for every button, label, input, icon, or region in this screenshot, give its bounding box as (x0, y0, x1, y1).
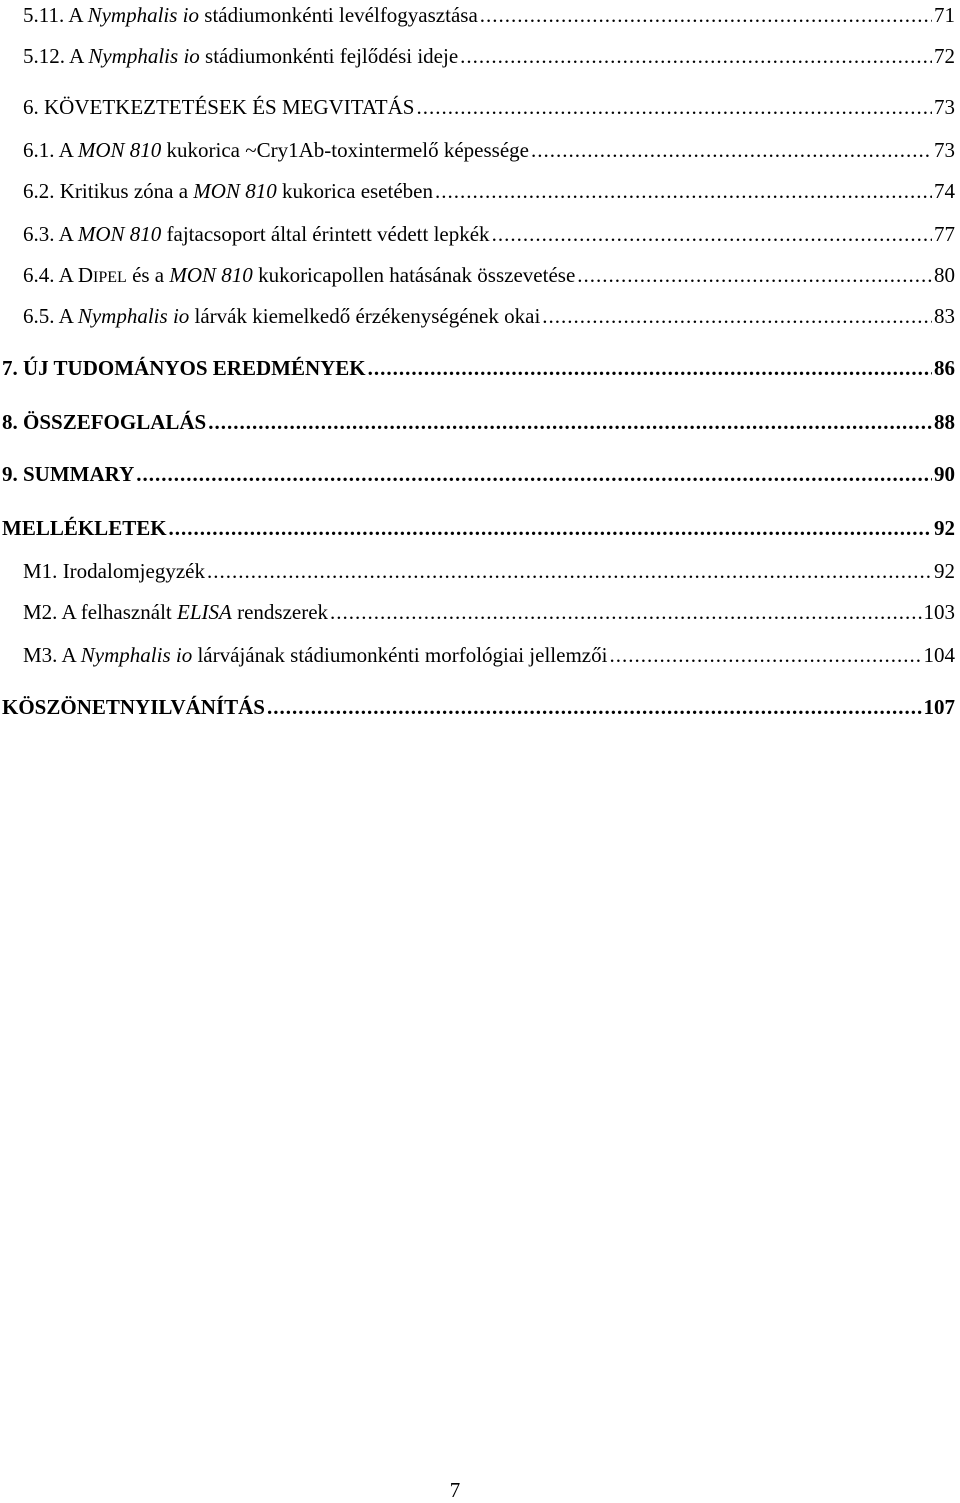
toc-entry-6-4[interactable] (23, 262, 955, 291)
toc-leader-dots (208, 409, 932, 435)
toc-page-number: 73 (934, 95, 955, 119)
toc-entry-title: 6. KÖVETKEZTETÉSEK ÉS MEGVITATÁS (23, 95, 415, 119)
toc-leader-dots (531, 137, 932, 163)
toc-page-number: 77 (934, 222, 955, 246)
toc-page-number: 103 (923, 600, 955, 624)
toc-entry-7[interactable] (2, 355, 955, 381)
toc-entry-title: 6.1. A MON 810 kukorica ~Cry1Ab-toxintermelő képessége (23, 138, 529, 162)
toc-page-number: 92 (934, 516, 955, 540)
toc-leader-dots (368, 355, 932, 381)
toc-leader-dots (542, 303, 932, 329)
toc-page-number: 71 (934, 3, 955, 27)
toc-entry-6-2[interactable] (23, 178, 955, 204)
toc-page-number: 83 (934, 304, 955, 328)
toc-leader-dots (136, 461, 932, 487)
toc-entry-6-3[interactable] (23, 221, 955, 247)
toc-entry-6[interactable] (23, 94, 955, 120)
toc-entry-mellekletek[interactable] (2, 515, 955, 541)
toc-page-number: 88 (934, 410, 955, 434)
toc-entry-title: MELLÉKLETEK (2, 516, 167, 540)
toc-leader-dots (480, 2, 932, 28)
toc-entry-title: M2. A felhasznált ELISA rendszerek (23, 600, 329, 624)
toc-entry-9[interactable] (2, 461, 955, 487)
toc-leader-dots (577, 262, 932, 288)
toc-entry-6-5[interactable] (23, 303, 955, 329)
toc-entry-title: 6.2. Kritikus zóna a MON 810 kukorica esetében (23, 179, 433, 203)
toc-leader-dots (330, 599, 921, 625)
toc-entry-title: 8. ÖSSZEFOGLALÁS (2, 410, 207, 434)
toc-leader-dots (207, 558, 932, 584)
toc-entry-title: 6.3. A MON 810 fajtacsoport által érintett védett lepkék (23, 222, 490, 246)
toc-leader-dots (169, 515, 932, 541)
toc-entry-title: M3. A Nymphalis io lárvájának stádiumonkénti morfológiai jellemzői (23, 643, 608, 667)
toc-leader-dots (460, 43, 932, 69)
toc-entry-5-11[interactable] (23, 2, 955, 28)
toc-entry-5-12[interactable] (23, 43, 955, 69)
toc-entry-m1[interactable] (23, 558, 955, 584)
toc-page-number: 74 (934, 179, 955, 203)
toc-entry-title: KÖSZÖNETNYILVÁNÍTÁS (2, 695, 265, 719)
toc-page-number: 107 (923, 695, 955, 719)
toc-page-number: 80 (934, 263, 955, 287)
toc-page-number: 90 (934, 462, 955, 486)
toc-entry-title: 5.11. A Nymphalis io stádiumonkénti levélfogyasztása (23, 3, 478, 27)
toc-entry-title: M1. Irodalomjegyzék (23, 559, 205, 583)
toc-entry-title: 6.5. A Nymphalis io lárvák kiemelkedő érzékenységének okai (23, 304, 541, 328)
toc-leader-dots (267, 694, 922, 720)
toc-leader-dots (609, 642, 921, 668)
toc-leader-dots (435, 178, 932, 204)
toc-entry-title: 6.4. A DIPEL és a MON 810 kukoricapollen hatásának összevetése (23, 263, 576, 287)
toc-leader-dots (416, 94, 932, 120)
toc-entry-6-1[interactable] (23, 137, 955, 163)
toc-entry-m2[interactable] (23, 599, 955, 625)
toc-entry-8[interactable] (2, 409, 955, 435)
toc-leader-dots (492, 221, 932, 247)
toc-entry-title: 9. SUMMARY (2, 462, 135, 486)
page-footer-number: 7 (449, 1478, 461, 1502)
toc-entry-koszonetnyilvanitas[interactable] (2, 694, 955, 720)
toc-page-number: 104 (923, 643, 955, 667)
toc-entry-title: 7. ÚJ TUDOMÁNYOS EREDMÉNYEK (2, 356, 366, 380)
toc-page-number: 72 (934, 44, 955, 68)
toc-page-number: 73 (934, 138, 955, 162)
toc-page-number: 92 (934, 559, 955, 583)
toc-page-number: 86 (934, 356, 955, 380)
toc-entry-title: 5.12. A Nymphalis io stádiumonkénti fejlődési ideje (23, 44, 459, 68)
toc-entry-m3[interactable] (23, 642, 955, 668)
